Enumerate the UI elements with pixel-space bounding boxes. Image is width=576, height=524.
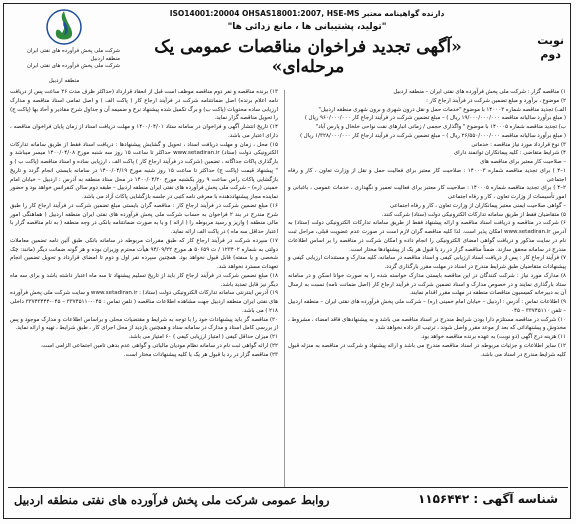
notice-clause: ( مبلغ برآورد سالیانه مناقصه ۲۶/۵۵۰/۰۰۰/۰۰۰ ریال ) – مبلغ تضمین شرکت در فرآیند ارجاع کار ۱/۳۲۸/۰۰۰/۰۰۰ ریال ) (299, 132, 566, 139)
company-subtitle: منطقه اردبیل (48, 78, 80, 84)
notice-clause: ۲–۴ ) برای تجدید مناقصه شماره ۱۴۰۰۰۵ : صلاحیت کار معتبر برای فعالیت تعمیر و نگهداری ، خدمات عمومی ، باغبانی و امور تأسیسات از وزارت تعاون ، کار و رفاه اجتماعی (288, 185, 567, 200)
notice-clause: ۳) نوع قرارداد مورد نیاز مناقصه : خدماتی (471, 141, 566, 148)
notice-footer (8, 487, 568, 514)
notice-id (418, 492, 558, 506)
right-column (288, 88, 566, 359)
notice-clause: ۲۰) مناقصه گر باید پیشنهادات خود را با توجه به شرایط و مقتضیات محلی و براساس اطلاعات و مدارک موجود و پس از بررسی کامل اسناد و مدارک در سامانه ستاد و همچنین بازدید از محل اجرای کار ، طبق شرایط ، تهیه و ارائه نماید. (10, 316, 278, 332)
notice-clause: ۱۳) برنده مناقصه و نفر دوم مناقصه موظف است قبل از انعقاد قرارداد (حداکثر ظرف مدت ۲۶ ساعت پس از دریافت نامه اعلام برنده) اصل ضمانتنامه شرکت در فرآیند ارجاع کار ( پاکت الف ) و اصل تمامی اسناد مناقصه و مدارک ارزیابی ساده محتویات (پاکت ب) و برگ تکمیل شده پیشنهاد نرخ و ضمیمه آن و جداول شرح مقادیر و آحاد بها (پاکت ج) را تحویل مناقصه گزار نماید. (10, 89, 278, 122)
left-column (10, 88, 278, 359)
nioc-flame-logo-icon (45, 8, 83, 46)
notice-clause: ۱) مناقصه گزار : شرکت ملی پخش فرآورده های نفتی ایران – منطقه اردبیل (393, 89, 566, 95)
footer-company: روابط عمومی شرکت ملی پخش فرآورده های نفتی منطقه اردبیل (14, 493, 330, 507)
notice-id-label: شناسه آگهی : (473, 492, 558, 506)
column-divider (284, 90, 285, 488)
notice-clause: ۸) مدارک مورد نیاز : شرکت کنندگان در این مناقصه بایستی مدارک خواسته شده را به صورت خوانا اسکن و در سامانه ستاد بارگذاری نمایند و در خصوص مدارک و اسناد تضمین شرکت در فرآیند ارجاع کار (اصل ضمانت نامه) نسبت به ارسال آن به دبیرخانه کمیسیون مناقصات منطقه در مهلت مقرر اقدام نمایند. (288, 272, 566, 297)
notice-clause: ۱۱) هزینه درج آگهی (دو نوبت) به عهده برنده مناقصه خواهد بود. (420, 334, 566, 340)
notice-clause: ۱۰) شرکت در مناقصه مستلزم دارا بودن شرایط مندرج در اسناد مناقصه می باشد و به پیشنهادهای فاقد امضاء ، مشروط ، مخدوش و پیشنهاداتی که بعد از موعد مقرر واصل شوند ، ترتیب اثر داده نخواهد شد. (288, 316, 566, 332)
notice-clause: ۱–۴ ) برای تجدید مناقصه شماره ۱۴۰۰۰۳ : صلاحیت کار معتبر برای فعالیت حمل و نقل از وزارت تعاون ، کار و رفاه اجتماعی (288, 167, 566, 183)
notice-clause: – صلاحیت کار معتبر برای مناقصه های (479, 159, 566, 165)
notice-clause: ۴) شرایط متقاضی : کلیه پیمانکاران توانمند دارای (453, 150, 566, 157)
iso-certificate-line: دارنده گواهینامه معتبر ISO14001:20004 OHSAS18001:2007, HSE-MS (169, 9, 445, 18)
nobat-value: دوم (540, 48, 561, 61)
notice-clause: ۲۳) مناقصه گزار در رد یا قبول هر یک یا کلیه پیشنهادات مختار است. (123, 351, 278, 358)
nobat-title: نوبت (537, 34, 564, 47)
notice-clause: ۲۲) ارائه گواهی ثبت نام در سامانه نظام مودیان مالیاتی و گواهی عدم بدهی تامین اجتماعی الزامی است. (40, 342, 278, 349)
notice-clause: ۲۱) میزان حداقل کیفی ( امتیاز ارزیابی کیفی ) ۶۰ امتیاز می باشد. (128, 334, 278, 340)
notice-clause: – گواهی صلاحیت ایمنی معتبر پیمانکاران از وزارت تعاون ، کار و رفاه اجتماعی (389, 202, 566, 209)
notice-clause: ۱۹) آدرس اینترنتی سامانه تدارکات الکترونیکی دولت (ستاد) : www.setadiran.ir و سایت شرکت ملی پخش فرآورده های نفتی ایران منطقه اردبیل جهت مشاهده اطلاعات مناقصه ( تلفن تماس : ۰۴۵-۳۳۷۴۵۱۱۰ – ۰۴۵-۳۳۷۴۳۴۴۴ داخلی ۲۱۸ ) می باشد. (10, 290, 279, 314)
notice-clause: ۱۶) مبلغ تضمین شرکت در فرآیند ارجاع کار : مناقصه گران بایستی مبلغ تضمین شرکت در فرآیند ارجاع کار را طبق شرح مندرج در بند ۲ فراخوان به حساب شرکت ملی پخش فرآورده های نفتی ایران منطقه اردبیل ( هماهنگی امور مالی منطقه ) واریز و رسید مربوطه را ( ارائه ) و یا به صورت ضمانتنامه بانکی در وجه منطقه ( به نام مناقصه گزار با اعتبار حداقل سه ماه ) در پاکت الف ارائه نماید. (10, 202, 278, 235)
notice-clause: ۵) متقاضیان فقط از طریق سامانه تدارکات الکترونیکی دولت (ستاد) شرکت کنند. (381, 211, 566, 218)
notice-clause: ۷) فرآیند ارجاع کار : پس از دریافت اسناد ارزیابی کیفی و اسناد مناقصه در سامانه، کلیه مدارک و مستندات ارزیابی کیفی و پیشنهادات متقاضیان طبق شرایط مندرج در اسناد در مهلت مقرر بارگذاری گردد. (288, 255, 566, 270)
notice-clause: ۱۲) سایر اطلاعات و جزئیات مربوطه در اسناد مناقصه مندرج می باشد و ارائه پیشنهاد و شرکت در مناقصه به منزله قبول کلیه شرایط مندرج در اسناد می باشد. (288, 342, 566, 358)
nobat-label (537, 34, 564, 62)
notice-clause: ۱۷) سپرده شرکت در فرآیند ارجاع کار که طبق مقررات مربوطه در سامانه بانکی طبق آئین نامه تضمین معاملات دولتی به شماره ۱۲۳۴۰۲ / ت ۵۰۶۵۹ هـ مورخ ۹۴/۰۹/۲۲ هیأت محترم وزیران بوده و هر گونه ضمانت دیگر (مانند: چک شخصی و یا سفته) قابل قبول نخواهد بود. همچنین سپرده نفر اول و دوم تا امضای قرارداد و تحویل تضمین انجام تعهدات مسترد نخواهد شد. (10, 237, 279, 270)
notice-frame (3, 3, 571, 519)
motto-line: "تولید، پشتیبانی ها ، مانع زدائی ها" (227, 22, 387, 32)
notice-clause: ( مبلغ برآورد سالیانه مناقصه ۱۹/۰۰۰/۰۰۰/۰۰۰ ریال ) – مبلغ تضمین شرکت در فرآیند ارجاع کار ۹۶۰/۰۰۰/۰۰۰ ریال ) (304, 115, 566, 122)
notice-clause: ۱۵) محل ، زمان و مهلت دریافت اسناد ، تحویل و گشایش پیشنهادها : دریافت اسناد فقط از طریق سامانه تدارکات الکترونیکی دولت (ستاد) www.setadiran.ir حداکثر تا ساعت ۱۵ روز سه شنبه مورخ ۱۴۰۰/۰۴/۰۸ میسر میباشد و بارگذاری پاکات جداگانه ، تضمین (شرکت در فرآیند ارجاع کار ) پاکت الف ، ارزیابی ساده و اسناد مناقصه (پاکت ب ) و " پیشنهاد قیمت (پاکت ج) حداکثر تا ساعت ۱۵ روز شنبه مورخ ۱۴۰۰/۰۴/۱۹ در سامانه بایستی انجام گردد و تاریخ بازگشایی پاکات راس ساعت ۹ روز یکشنبه مورخ ۱۴۰۰/۰۴/۲۰ در محل ستاد منطقه به آدرس : اردبیل – خیابان امام خمینی (ره) – شرکت ملی پخش فرآورده های نفتی ایران منطقه اردبیل – طبقه دوم سالن کنفرانس خواهد بود و حضور نماینده مجاز پیشنهاددهنده با معرفی نامه کتبی در جلسه بازگشایی پاکات آزاد می باشد. (10, 141, 279, 200)
company-name: شرکت ملی پخش فرآورده های نفتی ایران منطقه اردبیل شرکت ملی پخش فرآورده های نفتی ایران (27, 48, 120, 69)
notice-title: «آگهی تجدید فراخوان مناقصات عمومی یک مرحله‌ای» (154, 37, 462, 77)
notice-clause: ۹) اطلاعات تماس : آدرس : اردبیل – خیابان امام خمینی (ره) – شرکت ملی پخش فرآورده های نفتی ایران – منطقه اردبیل – تلفن ۳۳۷۴۵۱۱۰ – ۰۴۵ (288, 299, 566, 314)
notice-clause: ب) تجدید مناقصه شماره ۱۴۰۰۰۵ با موضوع " واگذاری حجمی / زمانی انبارهای نفت نواحی خلخال و پارس آباد" (315, 124, 566, 130)
notice-clause: ۲) موضوع ، برآورد و مبلغ تضمین شرکت در فرآیند ارجاع کار : (426, 97, 566, 104)
notice-id-value: ۱۱۵۶۴۴۲ (417, 492, 470, 506)
notice-clause: ۶) شرکت در مناقصه و دریافت اسناد مناقصه و ارائه پیشنهاد فقط از طریق سامانه تدارکات الکترونیکی دولت (ستاد) به آدرس www.setadiran.ir امکان پذیر است. لذا کلیه مناقصه گران لازم است در صورت عدم عضویت قبلی، مراحل ثبت نام در سایت مذکور و دریافت گواهی امضای الکترونیکی را انجام داده و امکان شرکت در مناقصه را بر اساس اطلاعات مندرج در سامانه محقق سازند. ضمناً مناقصه گزار در رد یا قبول هر یک از پیشنهادها مختار است. (288, 220, 566, 253)
notice-clause: ۱۴) تاریخ انتشار آگهی و فراخوان در سامانه ستاد ۱۴۰۰/۰۴/۰۱ و مهلت دریافت اسناد از زمان پایان فراخوان مناقصه ، دارای اعتبار می باشد. (10, 124, 278, 139)
notice-clause: ۱۸) مبلغ تضمین شرکت در فرآیند ارجاع کار باید از تاریخ تسلیم پیشنهاد تا سه ماه اعتبار داشته باشد و برای سه ماه دیگر نیز قابل تمدید باشد. (10, 272, 278, 288)
notice-clause: الف) تجدید مناقصه شماره ۱۴۰۰۰۳ با موضوع "خدمات حمل و نقل درون شهری و برون شهری منطقه اردبیل" (318, 106, 566, 113)
